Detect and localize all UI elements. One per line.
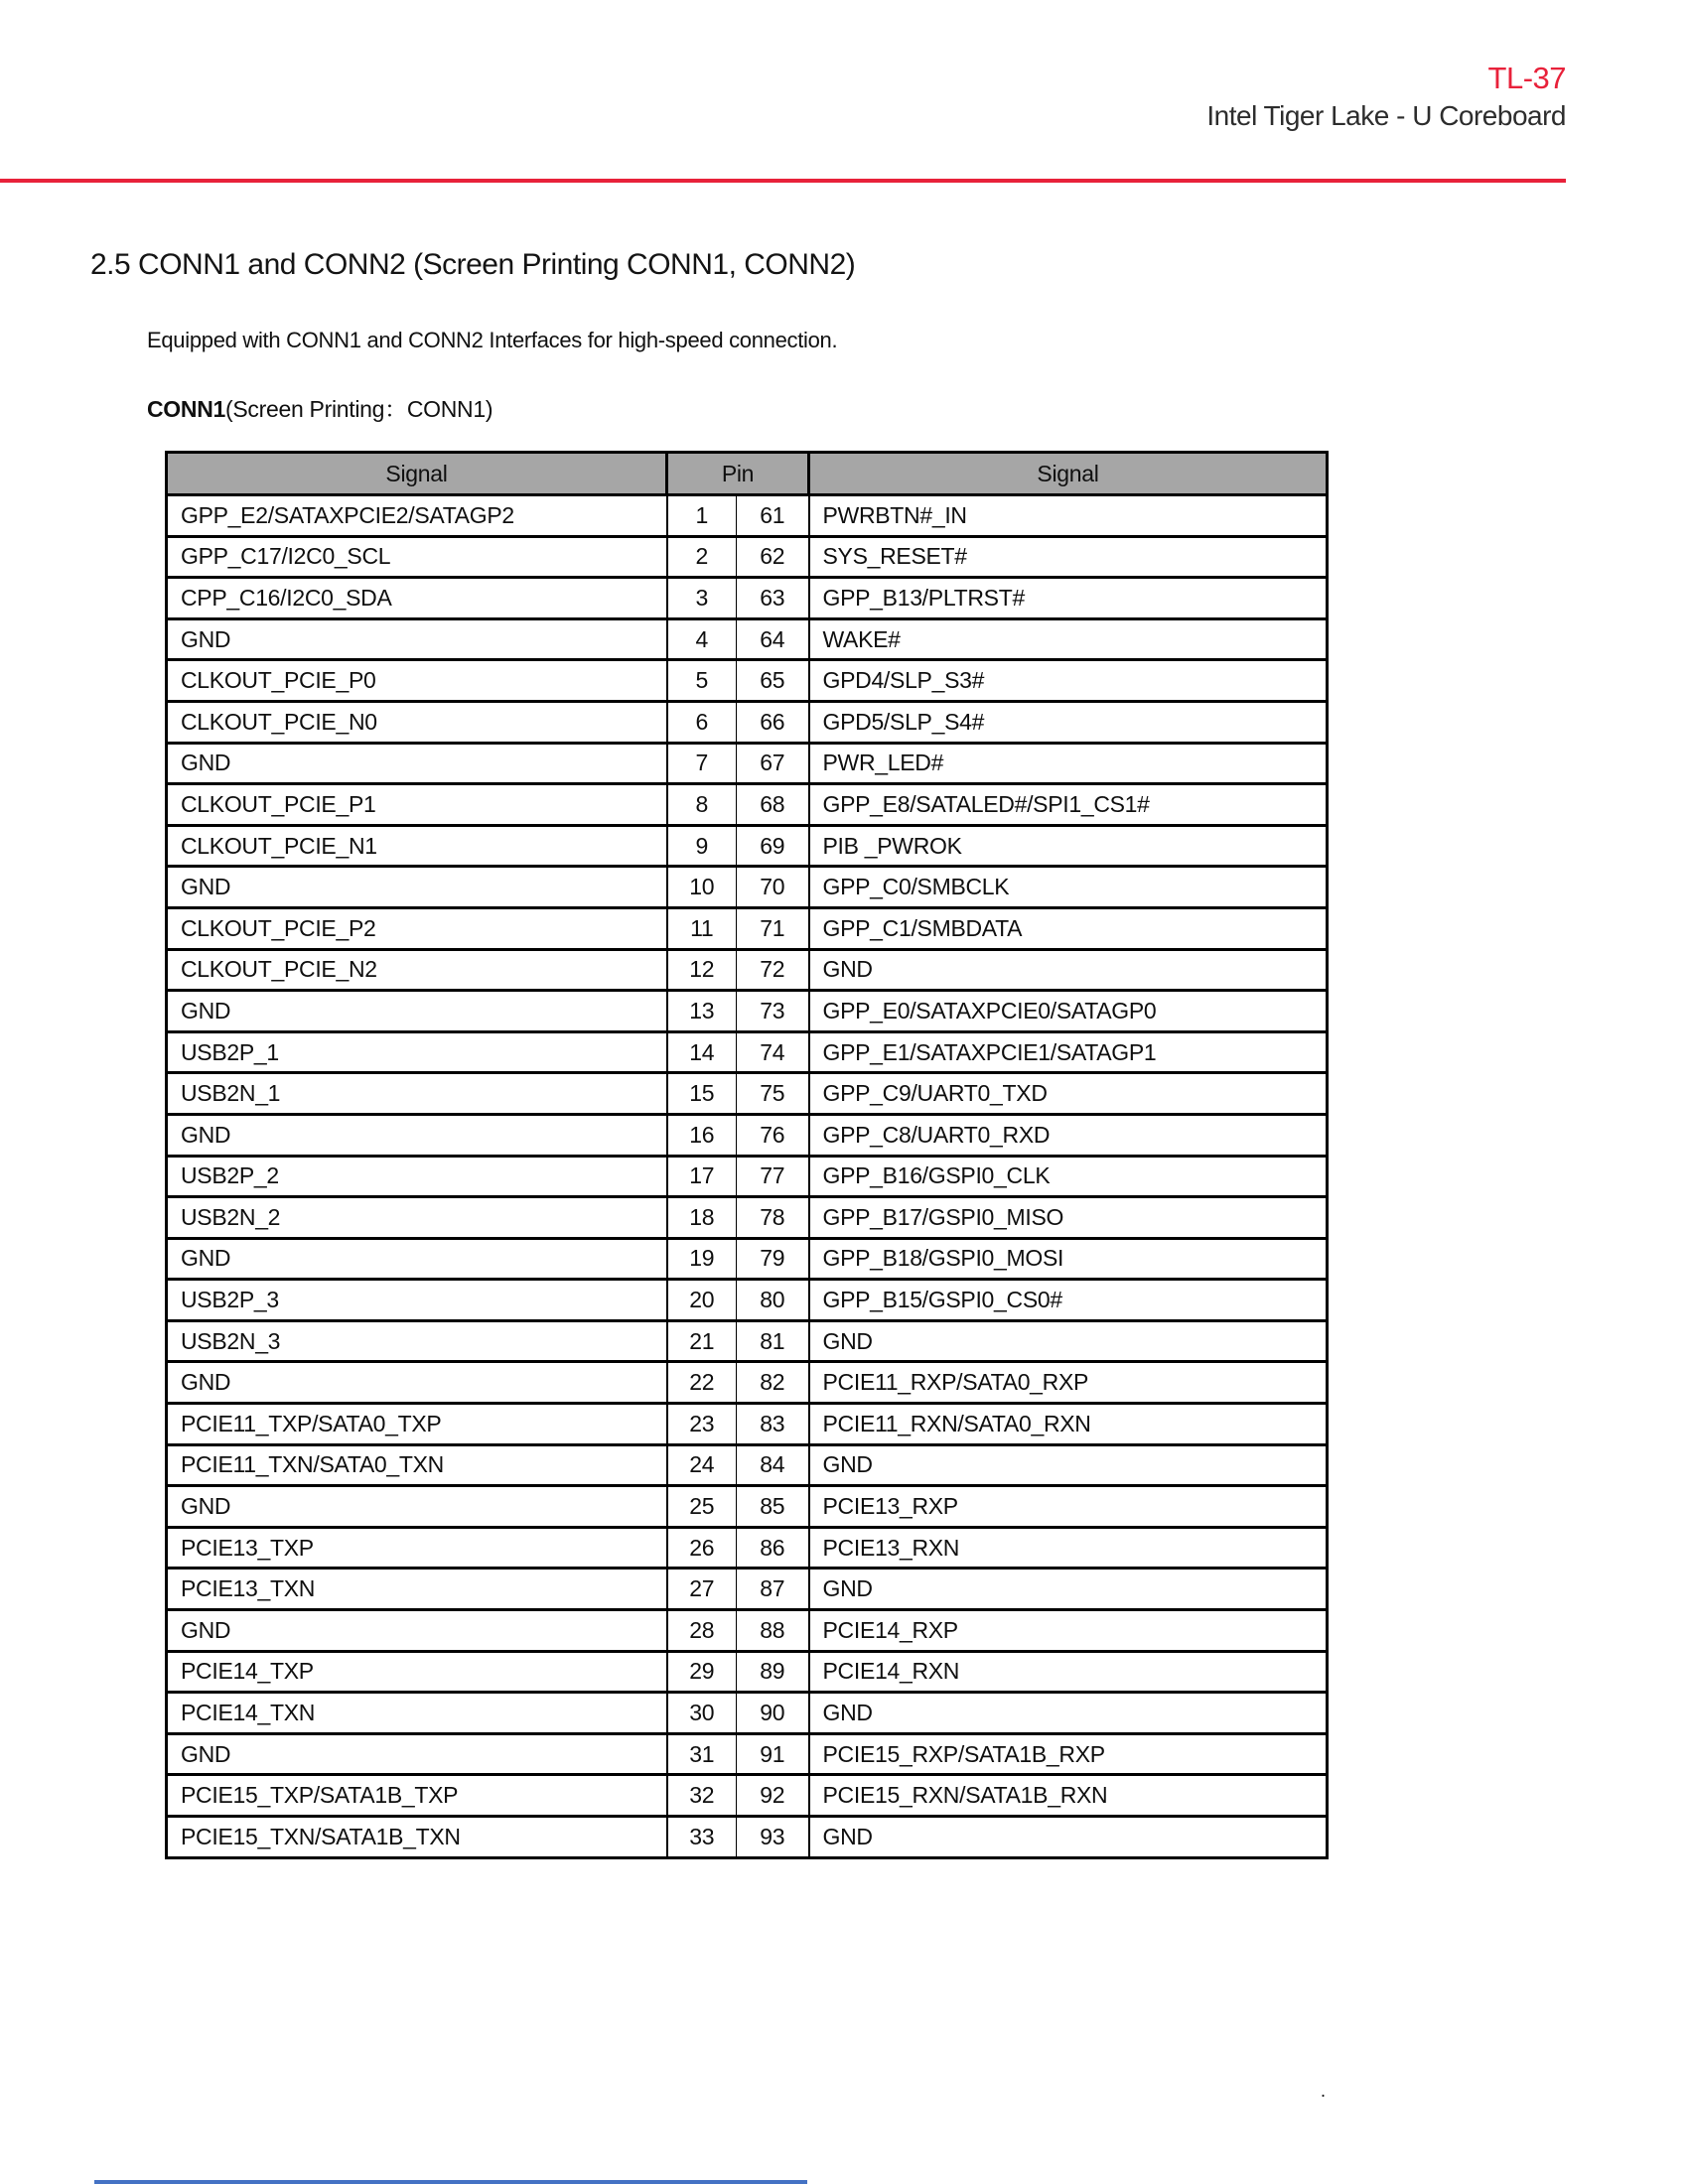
signal-cell-left: GND (167, 1114, 667, 1156)
signal-cell-left: GND (167, 743, 667, 784)
pin-cell-left: 9 (667, 825, 737, 867)
signal-cell-left: CLKOUT_PCIE_N0 (167, 701, 667, 743)
col-header-signal-left: Signal (167, 453, 667, 495)
pin-cell-left: 24 (667, 1444, 737, 1486)
pin-cell-left: 13 (667, 991, 737, 1032)
table-row (167, 825, 1328, 867)
signal-cell-right: GPP_E1/SATAXPCIE1/SATAGP1 (809, 1031, 1328, 1073)
signal-cell-left: GND (167, 1238, 667, 1280)
table-row (167, 1486, 1328, 1528)
pin-cell-right: 87 (737, 1569, 809, 1610)
section-heading: 2.5 CONN1 and CONN2 (Screen Printing CONN1, CONN2) (90, 248, 856, 281)
signal-cell-right: GPP_C8/UART0_RXD (809, 1114, 1328, 1156)
table-header-row (167, 453, 1328, 495)
pin-cell-right: 77 (737, 1156, 809, 1197)
table-row (167, 701, 1328, 743)
pin-cell-left: 6 (667, 701, 737, 743)
signal-cell-left: CLKOUT_PCIE_P0 (167, 660, 667, 702)
pin-cell-left: 15 (667, 1073, 737, 1115)
pin-cell-right: 78 (737, 1197, 809, 1239)
pin-cell-left: 21 (667, 1320, 737, 1362)
signal-cell-right: GPP_B15/GSPI0_CS0# (809, 1280, 1328, 1321)
pin-cell-left: 32 (667, 1775, 737, 1817)
signal-cell-right: PCIE13_RXN (809, 1527, 1328, 1569)
conn1-caption-rest: (Screen Printing：CONN1) (225, 396, 493, 422)
table-row (167, 1527, 1328, 1569)
signal-cell-left: PCIE15_TXN/SATA1B_TXN (167, 1817, 667, 1858)
pin-cell-left: 3 (667, 578, 737, 619)
signal-cell-left: USB2N_1 (167, 1073, 667, 1115)
pin-cell-right: 75 (737, 1073, 809, 1115)
signal-cell-right: GPP_B17/GSPI0_MISO (809, 1197, 1328, 1239)
table-row (167, 743, 1328, 784)
signal-cell-left: USB2N_3 (167, 1320, 667, 1362)
signal-cell-right: PCIE11_RXP/SATA0_RXP (809, 1362, 1328, 1404)
signal-cell-right: PIB _PWROK (809, 825, 1328, 867)
pin-cell-left: 25 (667, 1486, 737, 1528)
signal-cell-right: GPP_B16/GSPI0_CLK (809, 1156, 1328, 1197)
pin-cell-left: 19 (667, 1238, 737, 1280)
table-row (167, 1444, 1328, 1486)
signal-cell-left: USB2P_2 (167, 1156, 667, 1197)
table-row (167, 991, 1328, 1032)
signal-cell-right: GPD4/SLP_S3# (809, 660, 1328, 702)
col-header-signal-right: Signal (809, 453, 1328, 495)
table-row (167, 1280, 1328, 1321)
signal-cell-left: PCIE15_TXP/SATA1B_TXP (167, 1775, 667, 1817)
pin-cell-left: 7 (667, 743, 737, 784)
table-row (167, 1114, 1328, 1156)
pin-cell-left: 28 (667, 1610, 737, 1652)
pin-cell-right: 83 (737, 1404, 809, 1445)
pin-cell-left: 18 (667, 1197, 737, 1239)
header-rule (0, 179, 1566, 183)
pin-cell-left: 17 (667, 1156, 737, 1197)
pin-cell-right: 91 (737, 1733, 809, 1775)
table-row (167, 1817, 1328, 1858)
table-row (167, 1404, 1328, 1445)
signal-cell-left: GND (167, 1733, 667, 1775)
pin-cell-left: 22 (667, 1362, 737, 1404)
pin-cell-left: 26 (667, 1527, 737, 1569)
table-row (167, 578, 1328, 619)
signal-cell-left: USB2N_2 (167, 1197, 667, 1239)
pin-cell-left: 8 (667, 784, 737, 826)
stray-period: . (1321, 2081, 1327, 2101)
signal-cell-right: GPP_C1/SMBDATA (809, 907, 1328, 949)
pin-cell-right: 79 (737, 1238, 809, 1280)
pin-cell-right: 80 (737, 1280, 809, 1321)
signal-cell-right: PCIE14_RXP (809, 1610, 1328, 1652)
pin-cell-right: 69 (737, 825, 809, 867)
signal-cell-right: GPP_C9/UART0_TXD (809, 1073, 1328, 1115)
col-header-pin: Pin (667, 453, 809, 495)
signal-cell-right: GPP_B18/GSPI0_MOSI (809, 1238, 1328, 1280)
table-row (167, 536, 1328, 578)
table-row (167, 1362, 1328, 1404)
pin-cell-right: 67 (737, 743, 809, 784)
signal-cell-left: CLKOUT_PCIE_P1 (167, 784, 667, 826)
pin-cell-left: 14 (667, 1031, 737, 1073)
pin-cell-left: 11 (667, 907, 737, 949)
pin-cell-right: 65 (737, 660, 809, 702)
pin-cell-left: 12 (667, 949, 737, 991)
pin-cell-right: 73 (737, 991, 809, 1032)
signal-cell-right: GND (809, 1693, 1328, 1734)
table-row (167, 907, 1328, 949)
signal-cell-left: GND (167, 1610, 667, 1652)
footer-bar (94, 2180, 807, 2184)
pin-cell-right: 88 (737, 1610, 809, 1652)
table-row (167, 660, 1328, 702)
signal-cell-left: CLKOUT_PCIE_P2 (167, 907, 667, 949)
signal-cell-left: PCIE11_TXN/SATA0_TXN (167, 1444, 667, 1486)
signal-cell-left: PCIE14_TXP (167, 1651, 667, 1693)
pin-cell-left: 20 (667, 1280, 737, 1321)
pin-cell-right: 86 (737, 1527, 809, 1569)
pin-cell-left: 31 (667, 1733, 737, 1775)
pin-cell-left: 16 (667, 1114, 737, 1156)
table-row (167, 1610, 1328, 1652)
table-row (167, 1569, 1328, 1610)
pin-cell-right: 63 (737, 578, 809, 619)
signal-cell-right: GPP_C0/SMBCLK (809, 867, 1328, 908)
conn1-caption (147, 391, 492, 424)
signal-cell-left: GND (167, 1362, 667, 1404)
signal-cell-left: GPP_C17/I2C0_SCL (167, 536, 667, 578)
signal-cell-left: GND (167, 1486, 667, 1528)
signal-cell-right: SYS_RESET# (809, 536, 1328, 578)
signal-cell-right: WAKE# (809, 618, 1328, 660)
signal-cell-left: GND (167, 991, 667, 1032)
signal-cell-right: PWR_LED# (809, 743, 1328, 784)
pin-cell-right: 89 (737, 1651, 809, 1693)
signal-cell-right: PCIE15_RXP/SATA1B_RXP (809, 1733, 1328, 1775)
signal-cell-left: PCIE14_TXN (167, 1693, 667, 1734)
signal-cell-right: PCIE13_RXP (809, 1486, 1328, 1528)
table-row (167, 1073, 1328, 1115)
table-row (167, 784, 1328, 826)
table-row (167, 1156, 1328, 1197)
table-row (167, 1775, 1328, 1817)
pin-cell-right: 72 (737, 949, 809, 991)
table-row (167, 618, 1328, 660)
pin-cell-right: 66 (737, 701, 809, 743)
signal-cell-right: GND (809, 1444, 1328, 1486)
signal-cell-left: GND (167, 867, 667, 908)
signal-cell-right: GPD5/SLP_S4# (809, 701, 1328, 743)
signal-cell-left: GPP_E2/SATAXPCIE2/SATAGP2 (167, 495, 667, 537)
table-row (167, 495, 1328, 537)
pin-cell-right: 92 (737, 1775, 809, 1817)
doc-product-name: Intel Tiger Lake - U Coreboard (1206, 100, 1566, 131)
pin-cell-right: 90 (737, 1693, 809, 1734)
pin-cell-left: 30 (667, 1693, 737, 1734)
signal-cell-left: CLKOUT_PCIE_N2 (167, 949, 667, 991)
table-row (167, 1031, 1328, 1073)
pin-cell-left: 4 (667, 618, 737, 660)
table-row (167, 1238, 1328, 1280)
pin-cell-right: 85 (737, 1486, 809, 1528)
pin-cell-right: 71 (737, 907, 809, 949)
pin-cell-left: 33 (667, 1817, 737, 1858)
table-row (167, 1320, 1328, 1362)
table-row (167, 949, 1328, 991)
pin-cell-right: 74 (737, 1031, 809, 1073)
pin-cell-right: 64 (737, 618, 809, 660)
signal-cell-right: GND (809, 1320, 1328, 1362)
pin-cell-left: 27 (667, 1569, 737, 1610)
signal-cell-left: GND (167, 618, 667, 660)
pin-cell-right: 68 (737, 784, 809, 826)
pin-cell-left: 2 (667, 536, 737, 578)
table-row (167, 1733, 1328, 1775)
signal-cell-left: PCIE13_TXP (167, 1527, 667, 1569)
pin-cell-right: 81 (737, 1320, 809, 1362)
table-row (167, 1197, 1328, 1239)
pin-table (165, 451, 1329, 1859)
signal-cell-right: GPP_E0/SATAXPCIE0/SATAGP0 (809, 991, 1328, 1032)
pin-cell-right: 62 (737, 536, 809, 578)
pin-cell-right: 93 (737, 1817, 809, 1858)
signal-cell-right: GND (809, 1569, 1328, 1610)
pin-cell-left: 29 (667, 1651, 737, 1693)
signal-cell-left: USB2P_3 (167, 1280, 667, 1321)
signal-cell-right: GND (809, 949, 1328, 991)
conn1-caption-bold: CONN1 (147, 396, 226, 422)
signal-cell-right: PCIE14_RXN (809, 1651, 1328, 1693)
pin-cell-right: 76 (737, 1114, 809, 1156)
pin-cell-left: 23 (667, 1404, 737, 1445)
pin-cell-left: 10 (667, 867, 737, 908)
signal-cell-left: CLKOUT_PCIE_N1 (167, 825, 667, 867)
signal-cell-right: PWRBTN#_IN (809, 495, 1328, 537)
signal-cell-right: PCIE15_RXN/SATA1B_RXN (809, 1775, 1328, 1817)
table-row (167, 1651, 1328, 1693)
pin-cell-right: 82 (737, 1362, 809, 1404)
doc-code: TL-37 (1487, 61, 1566, 95)
pin-cell-left: 5 (667, 660, 737, 702)
pin-cell-right: 61 (737, 495, 809, 537)
signal-cell-left: USB2P_1 (167, 1031, 667, 1073)
pin-cell-right: 70 (737, 867, 809, 908)
signal-cell-left: PCIE13_TXN (167, 1569, 667, 1610)
signal-cell-right: GPP_E8/SATALED#/SPI1_CS1# (809, 784, 1328, 826)
signal-cell-right: GPP_B13/PLTRST# (809, 578, 1328, 619)
pin-table-body (167, 495, 1328, 1858)
table-row (167, 1693, 1328, 1734)
signal-cell-left: CPP_C16/I2C0_SDA (167, 578, 667, 619)
pin-cell-right: 84 (737, 1444, 809, 1486)
table-row (167, 867, 1328, 908)
signal-cell-right: PCIE11_RXN/SATA0_RXN (809, 1404, 1328, 1445)
signal-cell-right: GND (809, 1817, 1328, 1858)
signal-cell-left: PCIE11_TXP/SATA0_TXP (167, 1404, 667, 1445)
intro-paragraph: Equipped with CONN1 and CONN2 Interfaces for high-speed connection. (147, 328, 838, 352)
pin-cell-left: 1 (667, 495, 737, 537)
